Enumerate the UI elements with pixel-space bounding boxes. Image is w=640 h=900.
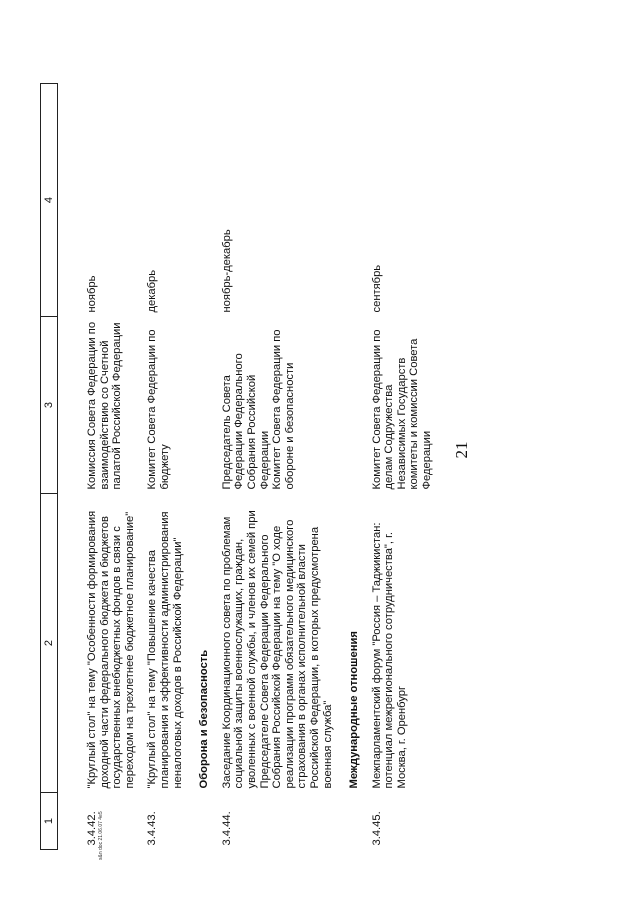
section-heading-defense: Оборона и безопасность [198,649,211,789]
section-row [184,84,211,850]
responsible-text: Комиссия Совета Федерации по взаимодействию со Счетной палатой Российской Федерации [86,321,124,490]
table-row [361,84,434,850]
header-col-1: 1 [41,793,58,850]
date-text: ноябрь-декабрь [220,229,233,313]
responsible-text [211,317,334,494]
event-text: "Круглый стол" на тему "Повышение качества планирования и эффективности администрирования неналоговых доходов в Российской Федерации" [146,511,184,789]
header-col-3: 3 [41,317,58,494]
file-footnote: s&n doc 21.06.07 4e5 [98,811,104,860]
date-text: ноябрь [86,275,98,313]
responsible-text: Комитет Совета Федерации по бюджету [146,329,171,490]
table-row [136,84,184,850]
section-row [334,84,361,850]
page-number: 21 [452,441,471,459]
row-number: 3.4.42. [86,811,98,846]
table-row [58,84,137,850]
row-number: 3.4.45. [370,811,383,846]
event-text: "Круглый стол" на тему "Особенности формирования доходной части федерального бюджета и бюджетов государственных внебюджетных фондов в связи с переходом на трехлетнее бюджетное планирование" [86,510,136,789]
row-number: 3.4.43. [146,811,159,846]
responsible-line: Председатель Совета Федерации Федерального Собрания Российской Федерации [220,353,271,490]
date-text: декабрь [146,269,159,313]
row-number: 3.4.44. [220,811,233,846]
event-text: Заседание Координационного совета по проблемам социальной защиты военнослужащих, граждан, уволенных с военной службы, и членов их семей при Председателе Совета Федерации Федерального Собрания Российской Федерации на тему "О ходе реализации программ обязательного медицинского страхования в органах исполнительной власти Российской Федерации, в которых предусмотрена военная служба" [220,510,334,789]
header-col-4: 4 [41,84,58,317]
plan-table [40,83,434,850]
header-col-2: 2 [41,494,58,793]
responsible-line: Комитет Совета Федерации по обороне и безопасности [271,329,296,490]
table-header-row [41,84,58,850]
date-text: сентябрь [370,264,383,313]
section-heading-international: Международные отношения [348,631,361,789]
event-text: Межпарламентский форум "Россия – Таджикистан: потенциал межрегионального сотрудничества", г. Москва, г. Оренбург [370,522,408,789]
responsible-text: Комитет Совета Федерации по делам Содружества Независимых Государств комитеты и комиссии Совета Федерации [370,329,434,490]
table-row [211,84,334,850]
